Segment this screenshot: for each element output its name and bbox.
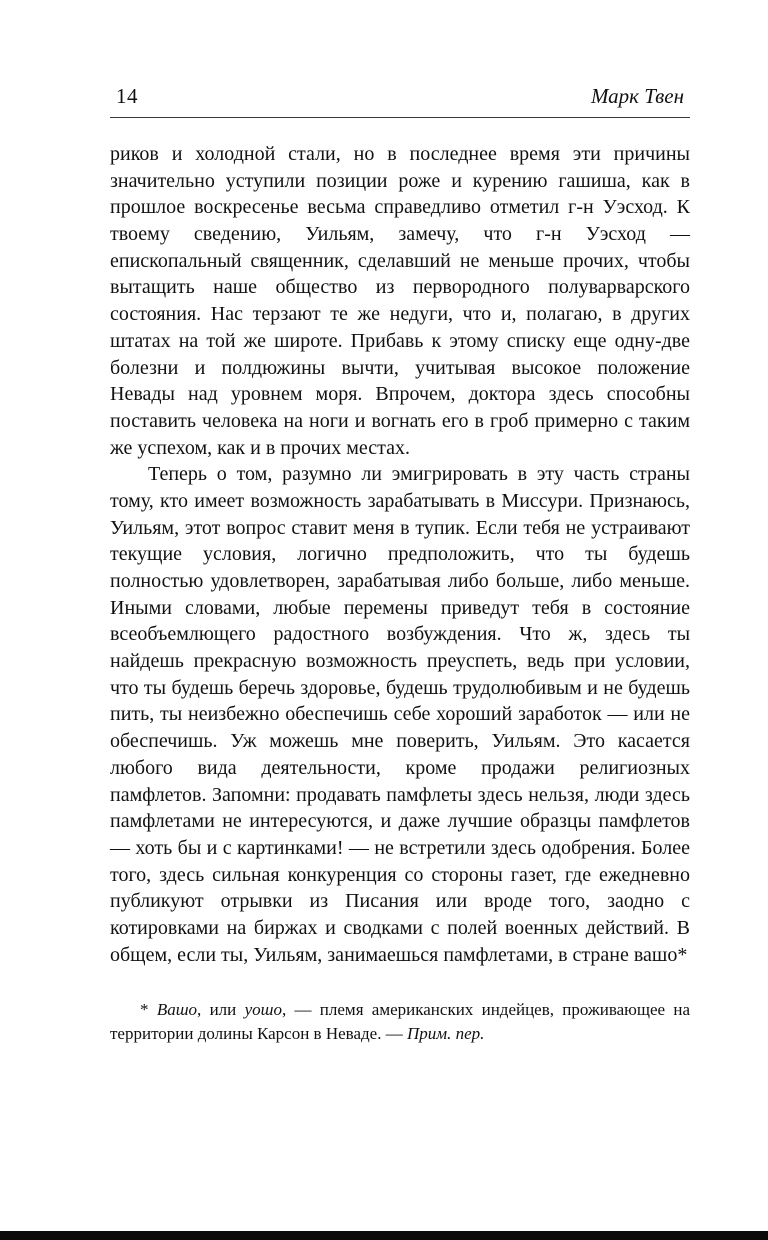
footnote-mid-2: , — племя американских индейцев, проживающее на территории долины Карсон в Неваде. — (110, 1000, 691, 1043)
footnote (110, 998, 690, 1045)
page-number: 14 (116, 84, 138, 108)
scan-page-edge (0, 1231, 768, 1240)
footnote-mid-1: , или (197, 1000, 245, 1020)
footnote-text (110, 998, 690, 1045)
paragraph-continued: риков и холодной стали, но в последнее время эти причины значительно уступили позиции роже и курению гашиша, как в прошлое воскресенье весьма справедливо отметил г-н Уэсход. К твоему сведению, Уильям, замечу, что г-н Уэсход — епископальный священник, сделавший не меньше прочих, чтобы вытащить наше общество из первородного полуварварского состояния. Нас терзают те же недуги, что и, полагаю, в других штатах на той же широте. Прибавь к этому списку еще одну-две болезни и полдюжины вычти, учитывая высокое положение Невады над уровнем моря. Впрочем, доктора здесь способны поставить человека на ноги и вогнать его в гроб примерно с таким же успехом, как и в прочих местах. (110, 143, 690, 459)
footnote-term-vasho: Вашо (156, 1000, 198, 1020)
running-header (110, 84, 690, 109)
running-head-author: Марк Твен (590, 84, 684, 108)
footnote-term-uosho: уошо (244, 1000, 282, 1020)
header-rule (110, 117, 690, 118)
paragraph: Теперь о том, разумно ли эмигрировать в эту часть страны тому, кто имеет возможность зарабатывать в Миссури. Признаюсь, Уильям, этот вопрос ставит меня в тупик. Если тебя не устраивают текущие условия, логично предположить, что ты будешь полностью удовлетворен, зарабатывая либо больше, либо меньше. Иными словами, любые перемены приведут тебя в состояние всеобъемлющего радостного возбуждения. Что ж, здесь ты найдешь прекрасную возможность преуспеть, ведь при условии, что ты будешь беречь здоровье, будешь трудолюбивым и не будешь пить, ты неизбежно обеспечишь себе хороший заработок — или не обеспечишь. Уж можешь мне поверить, Уильям. Это касается любого вида деятельности, кроме продажи религиозных памфлетов. Запомни: продавать памфлеты здесь нельзя, люди здесь памфлетами не интересуются, и даже лучшие образцы памфлетов — хоть бы и с картинками! — не встретили здесь одобрения. Более того, здесь сильная конкуренция со стороны газет, где ежедневно публикуют отрывки из Писания или вроде того, заодно с котировками на биржах и сводками с полей военных действий. В общем, если ты, Уильям, занимаешься памфлетами, в стране вашо* (110, 463, 690, 966)
footnote-marker: * (140, 1000, 157, 1020)
footnote-attribution: Прим. пер. (406, 1023, 485, 1043)
page-body (110, 141, 690, 968)
